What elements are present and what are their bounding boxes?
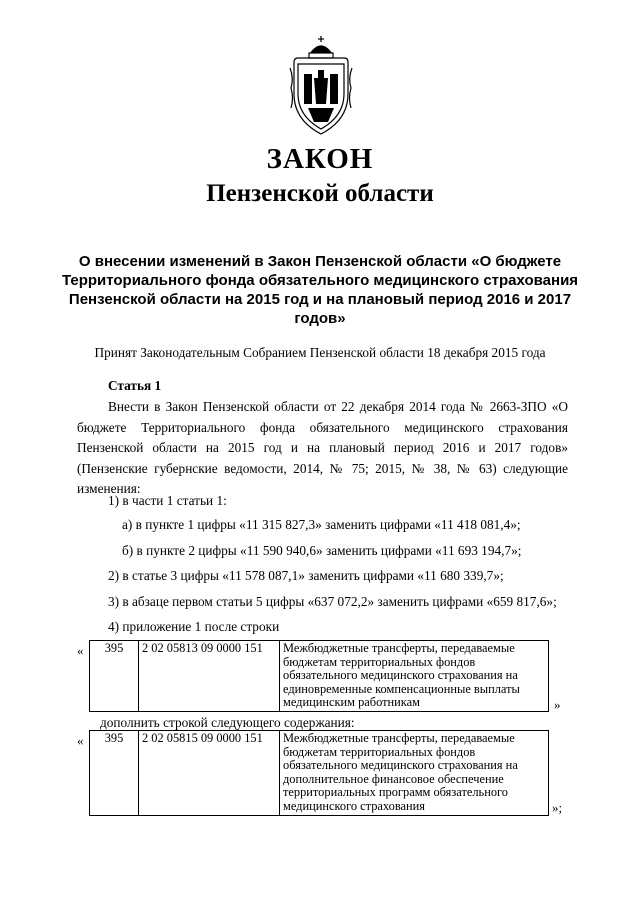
document-subject: О внесении изменений в Закон Пензенской области «О бюджете Территориального фонда обязательного медицинского страхования Пензенской области на 2015 год и на плановый период 2016 и 2017 годов»: [61, 253, 579, 327]
table-cell-kbk: 2 02 05813 09 0000 151: [139, 641, 280, 712]
list-item: б) в пункте 2 цифры «11 590 940,6» заменить цифрами «11 693 194,7»;: [122, 543, 522, 558]
open-quote: «: [77, 733, 84, 748]
list-item: 1) в части 1 статьи 1:: [108, 493, 227, 508]
coat-of-arms-emblem: [288, 34, 354, 138]
adoption-note: Принят Законодательным Собранием Пензенской области 18 декабря 2015 года: [94, 345, 546, 360]
document-subtitle: Пензенской области: [206, 180, 434, 207]
list-item: 4) приложение 1 после строки: [108, 619, 280, 634]
open-quote: «: [77, 643, 84, 658]
list-item: 3) в абзаце первом статьи 5 цифры «637 072,2» заменить цифрами «659 817,6»;: [108, 594, 557, 609]
table-cell-name: Межбюджетные трансферты, передаваемые бюджетам территориальных фондов обязательного медицинского страхования на единовременные компенсационные выплаты медицинским работникам: [280, 641, 549, 712]
table-cell-code: 395: [90, 731, 139, 816]
budget-table-new: [89, 730, 549, 816]
close-quote: »;: [552, 800, 563, 815]
table-cell-name: Межбюджетные трансферты, передаваемые бюджетам территориальных фондов обязательного медицинского страхования на дополнительное финансовое обеспечение территориальных программ обязательного медицинского страхования: [280, 731, 549, 816]
add-row-text: дополнить строкой следующего содержания:: [100, 715, 355, 730]
article-intro: Внести в Закон Пензенской области от 22 декабря 2014 года № 2663-ЗПО «О бюджете Территориального фонда обязательного медицинского страхования Пензенской области на 2015 год и на плановый период 2016 и 2017 годов» (Пензенские губернские ведомости, 2014, № 75; 2015, № 38, № 63) следующие изменения:: [77, 399, 568, 496]
table-cell-code: 395: [90, 641, 139, 712]
table-cell-kbk: 2 02 05815 09 0000 151: [139, 731, 280, 816]
document-title: ЗАКОН: [266, 143, 374, 175]
list-item: а) в пункте 1 цифры «11 315 827,3» заменить цифрами «11 418 081,4»;: [122, 517, 521, 532]
close-quote: »: [554, 697, 561, 712]
budget-table-existing: [89, 640, 549, 712]
article-title: Статья 1: [108, 378, 162, 393]
list-item: 2) в статье 3 цифры «11 578 087,1» заменить цифрами «11 680 339,7»;: [108, 568, 504, 583]
